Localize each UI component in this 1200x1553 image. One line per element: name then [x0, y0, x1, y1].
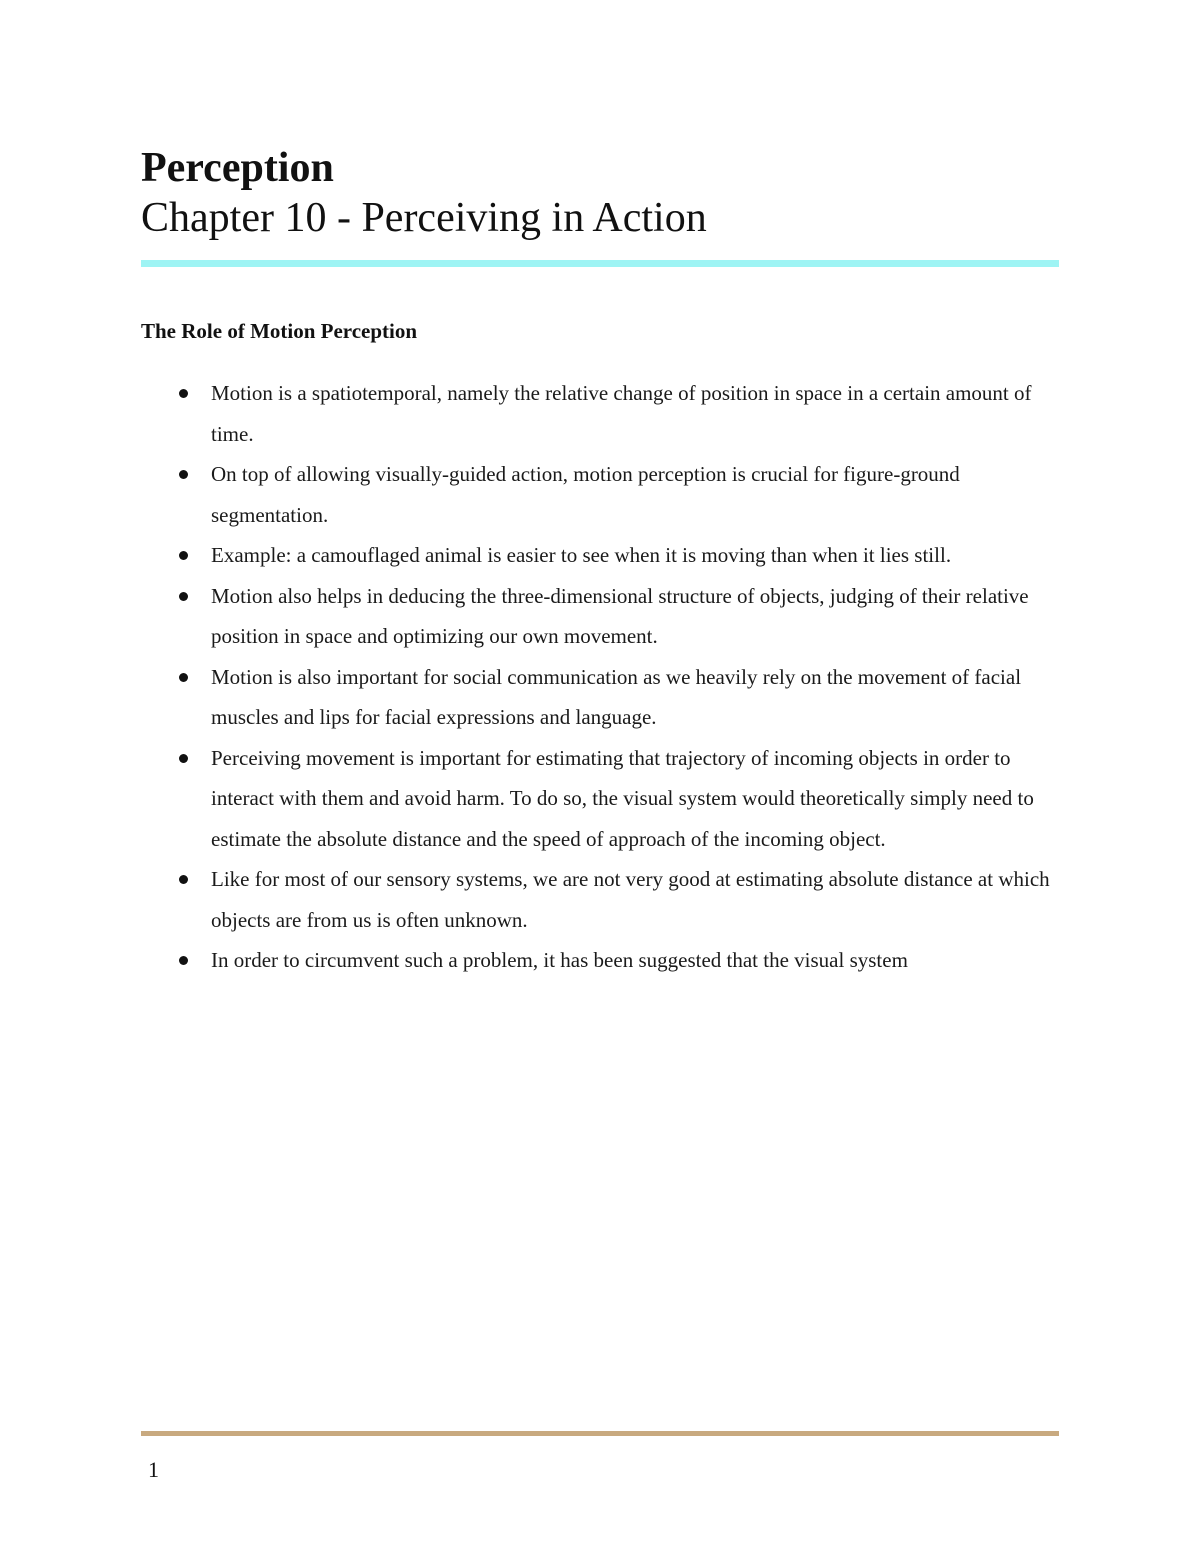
page-number: 1 — [148, 1457, 159, 1482]
bullet-dot-icon — [179, 754, 188, 763]
bullet-text: Motion also helps in deducing the three-dimensional structure of objects, judging of their relative position in space and optimizing our own movement. — [211, 583, 1029, 648]
bullet-item — [141, 576, 1059, 657]
bullet-text: Motion is also important for social communication as we heavily rely on the movement of facial muscles and lips for facial expressions and language. — [211, 664, 1022, 729]
footer-divider — [141, 1431, 1059, 1436]
bullet-item — [141, 454, 1059, 535]
bullet-dot-icon — [179, 673, 188, 682]
bullet-dot-icon — [179, 592, 188, 601]
bullet-text: Like for most of our sensory systems, we are not very good at estimating absolute distance at which objects are from us is often unknown. — [211, 867, 1050, 932]
bullet-text: On top of allowing visually-guided action, motion perception is crucial for figure-ground segmentation. — [211, 462, 960, 527]
bullet-dot-icon — [179, 389, 188, 398]
chapter-subtitle: Chapter 10 - Perceiving in Action — [141, 195, 707, 241]
bullet-item — [141, 738, 1059, 860]
bullet-dot-icon — [179, 470, 188, 479]
title-divider — [141, 260, 1059, 267]
section-heading: The Role of Motion Perception — [141, 319, 418, 343]
bullet-text: Motion is a spatiotemporal, namely the relative change of position in space in a certain amount of time. — [211, 381, 1032, 446]
bullet-list — [141, 373, 1059, 981]
bullet-dot-icon — [179, 875, 188, 884]
bullet-item — [141, 940, 1059, 981]
document-title: Perception — [141, 145, 334, 191]
bullet-item — [141, 373, 1059, 454]
bullet-item — [141, 535, 1059, 576]
bullet-text: In order to circumvent such a problem, it has been suggested that the visual system — [211, 948, 908, 972]
bullet-item — [141, 657, 1059, 738]
bullet-item — [141, 859, 1059, 940]
bullet-dot-icon — [179, 551, 188, 560]
bullet-text: Perceiving movement is important for estimating that trajectory of incoming objects in order to interact with them and avoid harm. To do so, the visual system would theoretically simply need to estimate the absolute distance and the speed of approach of the incoming object. — [211, 745, 1034, 851]
bullet-text: Example: a camouflaged animal is easier to see when it is moving than when it lies still. — [211, 543, 952, 567]
bullet-dot-icon — [179, 956, 188, 965]
